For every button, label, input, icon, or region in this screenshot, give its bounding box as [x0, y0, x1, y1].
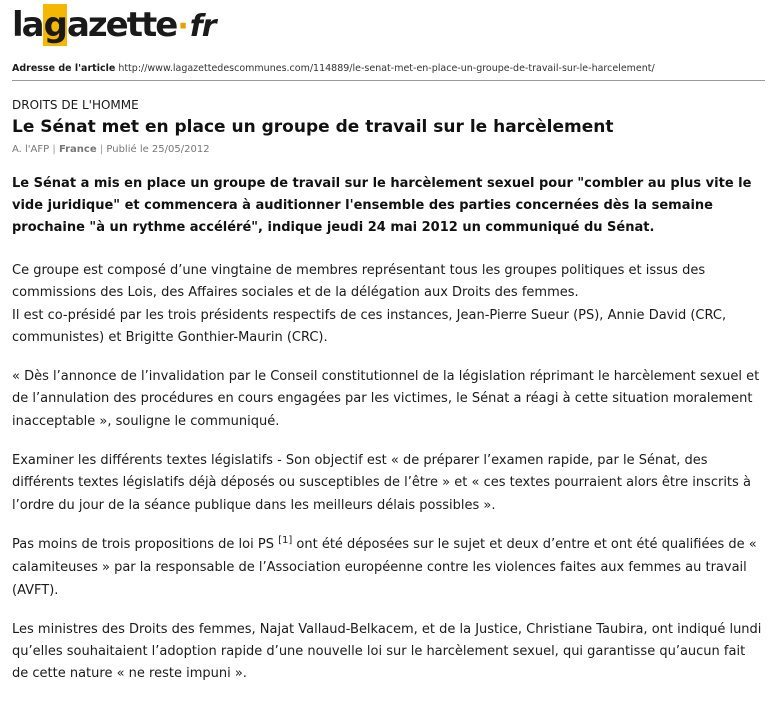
article-paragraph	[12, 260, 764, 349]
meta-separator: |	[99, 144, 104, 155]
address-url[interactable]: http://www.lagazettedescommunes.com/114889/le-senat-met-en-place-un-groupe-de-travail-sur-le-harcelement/	[118, 63, 655, 74]
paragraph-line: Ce groupe est composé d’une vingtaine de membres représentant tous les groupes politiques et issus des commissions des Lois, des Affaires sociales et de la délégation aux Droits des femmes.	[12, 263, 706, 301]
article-lead: Le Sénat a mis en place un groupe de travail sur le harcèlement sexuel pour "combler au plus vite le vide juridique" et commencera à auditionner l'ensemble des parties concernées dès la semaine prochaine "à un rythme accéléré", indique jeudi 24 mai 2012 un communiqué du Sénat.	[12, 176, 752, 235]
article-body	[12, 173, 764, 703]
logo-text-g: g	[43, 5, 66, 45]
address-label: Adresse de l'article	[12, 63, 116, 74]
site-logo[interactable]	[12, 4, 216, 52]
logo-text-fr: fr	[189, 9, 216, 44]
article-paragraph: « Dès l’annonce de l’invalidation par le Conseil constitutionnel de la législation réprimant le harcèlement sexuel et de l’annulation des procédures en cours engagées par les victimes, le Sénat a réagi à cette situation moralement inacceptable », souligne le communiqué.	[12, 369, 760, 429]
logo-dot: ·	[177, 9, 189, 44]
article-paragraph	[12, 534, 764, 602]
paragraph-text: Pas moins de trois propositions de loi PS	[12, 536, 279, 552]
article-paragraph: Examiner les différents textes législatifs - Son objectif est « de préparer l’examen rapide, par le Sénat, des différents textes législatifs déjà déposés ou susceptibles de l’être » et « ces textes pourraient alors être inscrits à l’ordre du jour de la séance publique dans les meilleurs délais possibles ».	[12, 453, 751, 513]
footnote-link[interactable]: [1]	[278, 534, 293, 546]
article-date: Publié le 25/05/2012	[106, 144, 210, 155]
article-meta	[12, 144, 210, 155]
article-author: A. l'AFP	[12, 144, 50, 155]
paragraph-text: ont été déposées sur le sujet et deux d’entre et ont été qualifiées de « calamiteuses » par la responsable de l’Association européenne contre les violences faites aux femmes au travail (AVFT).	[12, 536, 757, 598]
article-paragraph: Les ministres des Droits des femmes, Najat Vallaud-Belkacem, et de la Justice, Christiane Taubira, ont indiqué lundi qu’elles souhaitaient l’adoption rapide d’une nouvelle loi sur le harcèlement sexuel, qui garantisse qu’aucun fait de cette nature « ne reste impuni ».	[12, 621, 762, 682]
paragraph-line: Il est co-présidé par les trois présidents respectifs de ces instances, Jean-Pierre Sueur (PS), Annie David (CRC, communistes) et Brigitte Gonthier-Maurin (CRC).	[12, 307, 727, 345]
logo-text-azette: azette	[66, 5, 177, 45]
header-divider	[12, 80, 765, 81]
article-address	[12, 63, 655, 74]
article-section[interactable]: France	[58, 144, 97, 155]
article-title: Le Sénat met en place un groupe de travail sur le harcèlement	[12, 117, 614, 137]
meta-separator: |	[52, 144, 56, 155]
logo-text-la: la	[12, 5, 43, 45]
article-rubric: DROITS DE L'HOMME	[12, 98, 139, 112]
